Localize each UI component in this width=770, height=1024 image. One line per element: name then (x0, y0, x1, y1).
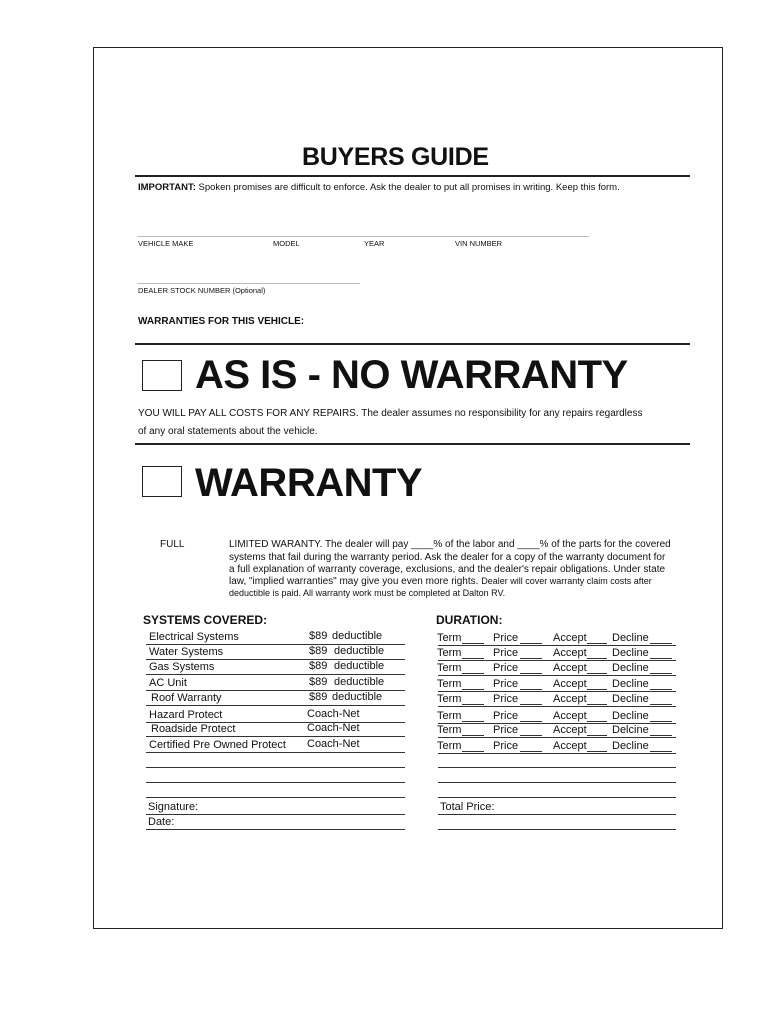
duration-term[interactable]: Term (437, 740, 462, 752)
system-underline[interactable] (146, 705, 405, 706)
duration-decline-blank[interactable] (650, 689, 672, 690)
system-deductible-note: deductible (334, 645, 385, 657)
title-rule (135, 175, 690, 177)
duration-price-blank[interactable] (520, 721, 542, 722)
duration-accept[interactable]: Accept (553, 693, 587, 705)
vin-label: VIN NUMBER (455, 239, 503, 248)
duration-decline-blank[interactable] (650, 721, 672, 722)
duration-underline[interactable] (438, 675, 676, 676)
important-text: Spoken promises are difficult to enforce. Ask the dealer to put all promises in writing. Keep this form. (198, 182, 620, 193)
system-deductible-note: deductible (334, 676, 385, 688)
system-name: Gas Systems (149, 661, 215, 673)
duration-term[interactable]: Term (437, 662, 462, 674)
duration-price-blank[interactable] (520, 689, 542, 690)
duration-decline[interactable]: Delcine (612, 724, 649, 736)
warranty-checkbox[interactable] (142, 466, 182, 497)
duration-price[interactable]: Price (493, 724, 519, 736)
implied-warranties-text: law, "implied warranties" may give you even more rights. (229, 576, 479, 587)
duration-underline[interactable] (438, 706, 676, 707)
duration-decline-blank[interactable] (650, 704, 672, 705)
duration-term[interactable]: Term (437, 724, 462, 736)
system-price: $89 (309, 660, 328, 672)
duration-accept[interactable]: Accept (553, 740, 587, 752)
limited-warranty-line3: a full explanation of warranty coverage, exclusions, and the dealer's repair obligations. Under state (229, 564, 666, 575)
duration-decline[interactable]: Decline (612, 662, 649, 674)
warranties-rule (135, 343, 690, 345)
blank-system-line[interactable] (146, 797, 405, 798)
system-underline[interactable] (146, 752, 405, 753)
duration-term[interactable]: Term (437, 710, 462, 722)
duration-accept[interactable]: Accept (553, 724, 587, 736)
duration-decline[interactable]: Decline (612, 740, 649, 752)
system-price: $89 (309, 676, 328, 688)
system-price: $89 (309, 645, 328, 657)
duration-decline[interactable]: Decline (612, 710, 649, 722)
duration-label: DURATION: (436, 613, 503, 627)
duration-term[interactable]: Term (437, 693, 462, 705)
duration-term-blank[interactable] (462, 751, 484, 752)
duration-accept-blank[interactable] (587, 689, 607, 690)
important-label: IMPORTANT: (138, 182, 196, 193)
dealer-cover-text: Dealer will cover warranty claim costs after (481, 576, 652, 586)
duration-underline[interactable] (438, 660, 676, 661)
system-underline[interactable] (146, 736, 405, 737)
system-name: Certified Pre Owned Protect (149, 739, 286, 751)
as-is-text-line1: YOU WILL PAY ALL COSTS FOR ANY REPAIRS. The dealer assumes no responsibility for any repairs regardless (138, 408, 643, 419)
duration-price-blank[interactable] (520, 658, 542, 659)
duration-term-blank[interactable] (462, 704, 484, 705)
full-warranty-option[interactable]: FULL (160, 539, 185, 550)
system-deductible-note: deductible (332, 691, 383, 703)
duration-price[interactable]: Price (493, 647, 519, 659)
limited-warranty-line1: LIMITED WARANTY. The dealer will pay ____% of the labor and ____% of the parts for the covered (229, 539, 671, 550)
duration-decline-blank[interactable] (650, 673, 672, 674)
duration-term-blank[interactable] (462, 689, 484, 690)
date-field[interactable] (146, 829, 405, 830)
duration-decline-blank[interactable] (650, 735, 672, 736)
page-title: BUYERS GUIDE (302, 143, 489, 171)
system-price: Coach-Net (307, 722, 360, 734)
duration-price[interactable]: Price (493, 678, 519, 690)
blank-system-line[interactable] (146, 767, 405, 768)
system-price: $89 (309, 691, 328, 703)
system-underline[interactable] (146, 674, 405, 675)
duration-decline[interactable]: Decline (612, 647, 649, 659)
duration-price[interactable]: Price (493, 662, 519, 674)
blank-system-line[interactable] (146, 782, 405, 783)
duration-decline[interactable]: Decline (612, 632, 649, 644)
duration-term-blank[interactable] (462, 673, 484, 674)
duration-price-blank[interactable] (520, 643, 542, 644)
duration-accept[interactable]: Accept (553, 647, 587, 659)
duration-accept[interactable]: Accept (553, 678, 587, 690)
duration-decline[interactable]: Decline (612, 693, 649, 705)
total-price-label: Total Price: (440, 801, 495, 813)
system-name: Roof Warranty (151, 692, 222, 704)
duration-term-blank[interactable] (462, 721, 484, 722)
duration-price[interactable]: Price (493, 740, 519, 752)
date-label: Date: (148, 816, 175, 828)
dealer-stock-label: DEALER STOCK NUMBER (Optional) (138, 286, 266, 295)
duration-term-blank[interactable] (462, 658, 484, 659)
as-is-heading: AS IS - NO WARRANTY (195, 353, 628, 397)
duration-underline[interactable] (438, 691, 676, 692)
important-note (138, 182, 620, 193)
duration-price-blank[interactable] (520, 704, 542, 705)
blank-duration-line[interactable] (438, 767, 676, 768)
duration-accept-blank[interactable] (587, 751, 607, 752)
duration-price-blank[interactable] (520, 735, 542, 736)
duration-accept-blank[interactable] (587, 658, 607, 659)
duration-accept-blank[interactable] (587, 673, 607, 674)
duration-accept-blank[interactable] (587, 643, 607, 644)
duration-accept[interactable]: Accept (553, 662, 587, 674)
as-is-checkbox[interactable] (142, 360, 182, 391)
vehicle-info-line[interactable] (137, 236, 589, 237)
duration-decline-blank[interactable] (650, 658, 672, 659)
duration-term[interactable]: Term (437, 632, 462, 644)
duration-underline[interactable] (438, 753, 676, 754)
duration-decline-blank[interactable] (650, 751, 672, 752)
system-price: Coach-Net (307, 738, 360, 750)
warranties-label: WARRANTIES FOR THIS VEHICLE: (138, 316, 305, 327)
dealer-stock-line[interactable] (137, 283, 360, 284)
as-is-rule (135, 443, 690, 445)
duration-underline[interactable] (438, 737, 676, 738)
system-name: Roadside Protect (151, 723, 236, 735)
system-price: $89 (309, 630, 328, 642)
duration-term[interactable]: Term (437, 678, 462, 690)
duration-term-blank[interactable] (462, 735, 484, 736)
signature-label: Signature: (148, 801, 199, 813)
system-name: AC Unit (149, 677, 187, 689)
blank-duration-line[interactable] (438, 782, 676, 783)
duration-accept-blank[interactable] (587, 721, 607, 722)
duration-price-blank[interactable] (520, 751, 542, 752)
systems-covered-label: SYSTEMS COVERED: (143, 613, 268, 627)
warranty-heading: WARRANTY (195, 461, 423, 505)
duration-decline-blank[interactable] (650, 643, 672, 644)
duration-price-blank[interactable] (520, 673, 542, 674)
limited-warranty-line5: deductible is paid. All warranty work must be completed at Dalton RV. (229, 588, 506, 598)
vehicle-make-label: VEHICLE MAKE (138, 239, 194, 248)
duration-term-blank[interactable] (462, 643, 484, 644)
limited-warranty-line4 (229, 576, 652, 588)
duration-price[interactable]: Price (493, 693, 519, 705)
duration-accept[interactable]: Accept (553, 710, 587, 722)
system-name: Electrical Systems (149, 631, 239, 643)
total-price-field[interactable] (438, 814, 676, 815)
system-name: Water Systems (149, 646, 224, 658)
blank-duration-line[interactable] (438, 797, 676, 798)
duration-price[interactable]: Price (493, 710, 519, 722)
model-label: MODEL (273, 239, 300, 248)
duration-accept-blank[interactable] (587, 704, 607, 705)
duration-accept[interactable]: Accept (553, 632, 587, 644)
as-is-text-line2: of any oral statements about the vehicle. (138, 426, 318, 437)
system-name: Hazard Protect (149, 709, 223, 721)
duration-accept-blank[interactable] (587, 735, 607, 736)
system-deductible-note: deductible (334, 660, 385, 672)
duration-price[interactable]: Price (493, 632, 519, 644)
system-deductible-note: deductible (332, 630, 383, 642)
duration-term[interactable]: Term (437, 647, 462, 659)
limited-warranty-line2: systems that fail during the warranty period. Ask the dealer for a copy of the warranty document for (229, 552, 666, 563)
total-price-field-2[interactable] (438, 829, 676, 830)
duration-underline[interactable] (438, 645, 676, 646)
system-price: Coach-Net (307, 708, 360, 720)
year-label: YEAR (364, 239, 385, 248)
duration-decline[interactable]: Decline (612, 678, 649, 690)
signature-field[interactable] (146, 814, 405, 815)
